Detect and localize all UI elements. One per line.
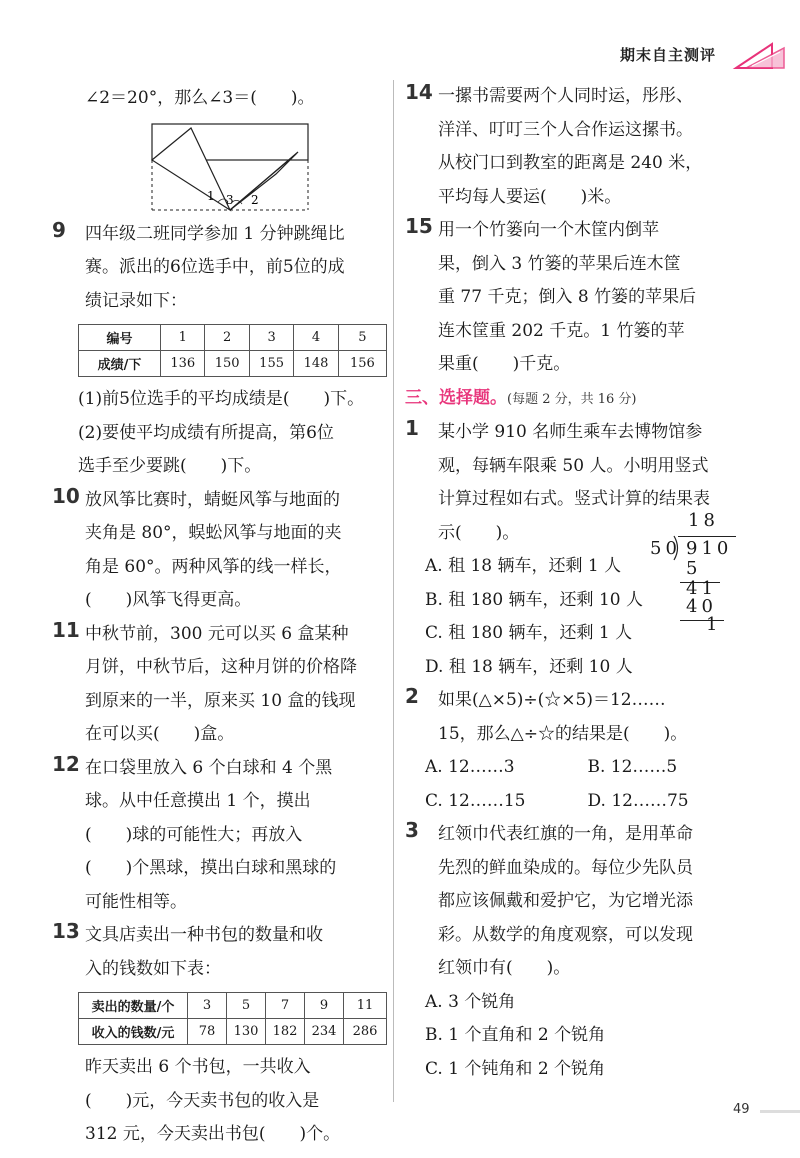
q9-line: 绩记录如下： — [85, 290, 187, 311]
question-15 — [405, 214, 750, 382]
table-cell: 收入的钱数/元 — [79, 1019, 188, 1045]
table-row — [79, 993, 387, 1019]
c2-option-row — [425, 751, 750, 785]
page-number: 49 — [733, 1102, 750, 1117]
q11-line: 到原来的一半，原来买 10 盒的钱现 — [85, 690, 356, 711]
c2-option: A. 12……3 — [425, 757, 515, 777]
q9-line: 赛。派出的6位选手中，前5位的成 — [85, 257, 345, 277]
c3-option: A. 3 个锐角 — [425, 991, 516, 1012]
question-11 — [52, 618, 387, 752]
q12-line: 可能性相等。 — [85, 891, 187, 912]
question-13 — [52, 919, 387, 986]
table-cell: 234 — [305, 1019, 344, 1045]
q13-line: 文具店卖出一种书包的数量和收 — [85, 925, 323, 945]
table-cell: 286 — [344, 1019, 387, 1045]
q9-sub: 选手至少要跳( )下。 — [78, 456, 262, 476]
q10-line: 放风筝比赛时，蜻蜓风筝与地面的 — [85, 489, 340, 510]
table-cell: 5 — [227, 993, 266, 1019]
table-row — [79, 1019, 387, 1045]
table-cell: 编号 — [79, 325, 161, 351]
left-column — [52, 80, 387, 1152]
question-number: 10 — [52, 483, 80, 508]
q13-after: ( )元，今天卖书包的收入是 — [85, 1090, 320, 1111]
q13-after: 312 元，今天卖出书包( )个。 — [85, 1124, 341, 1144]
q12-line: 球。从中任意摸出 1 个，摸出 — [85, 791, 311, 811]
q13-line: 入的钱数如下表： — [85, 958, 221, 979]
q15-line: 重 77 千克；倒入 8 竹篓的苹果后 — [438, 287, 697, 307]
angle-label-2: 2 — [251, 192, 259, 207]
question-number: 9 — [52, 217, 66, 242]
q11-line: 在可以买( )盒。 — [85, 724, 235, 744]
c2-option: C. 12……15 — [425, 790, 526, 811]
division-remainder: 1 — [706, 614, 722, 635]
question-number: 14 — [405, 80, 433, 104]
table-cell: 130 — [227, 1019, 266, 1045]
c1-line: 计算过程如右式。竖式计算的结果表 — [438, 489, 710, 509]
division-bar — [678, 536, 736, 537]
c1-line: 某小学 910 名师生乘车去博物馆参 — [438, 422, 703, 442]
question-12 — [52, 752, 387, 920]
question-number: 11 — [52, 617, 80, 642]
q14-line: 一摞书需要两个人同时运，彤彤、 — [438, 86, 693, 106]
table-cell: 155 — [249, 351, 293, 377]
table-cell: 11 — [344, 993, 387, 1019]
choice-question-2 — [405, 684, 750, 751]
question-number: 1 — [405, 416, 419, 440]
question-number: 15 — [405, 214, 433, 238]
column-divider — [393, 80, 394, 1102]
table-cell: 150 — [205, 351, 249, 377]
division-step: 5 — [686, 558, 702, 579]
table-cell: 3 — [188, 993, 227, 1019]
long-division-figure — [650, 510, 740, 635]
q11-line: 中秋节前，300 元可以买 6 盒某种 — [85, 623, 349, 644]
c1-line: 示( )。 — [438, 522, 520, 543]
q13-sales-table — [78, 992, 387, 1045]
q9-score-table — [78, 324, 387, 377]
table-cell: 182 — [266, 1019, 305, 1045]
q13-after: 昨天卖出 6 个书包，一共收入 — [85, 1057, 311, 1077]
q10-line: 夹角是 80°，蜈蚣风筝与地面的夹 — [85, 523, 342, 543]
question-number: 3 — [405, 818, 419, 842]
triangle-ruler-icon — [732, 40, 792, 70]
table-cell: 成绩/下 — [79, 351, 161, 377]
c2-line: 15，那么△÷☆的结果是( )。 — [438, 723, 688, 744]
page-footer-line — [760, 1110, 800, 1113]
table-cell: 卖出的数量/个 — [79, 993, 188, 1019]
c1-option: D. 租 18 辆车，还剩 10 人 — [425, 656, 633, 677]
division-step: 40 — [686, 596, 717, 617]
division-divisor: 50 — [650, 538, 681, 559]
table-cell: 2 — [205, 325, 249, 351]
c3-line: 都应该佩戴和爱护它，为它增光添 — [438, 891, 693, 911]
choice-question-3 — [405, 818, 750, 986]
c1-line: 观，每辆车限乘 50 人。小明用竖式 — [438, 455, 709, 476]
q10-line: 角是 60°。两种风筝的线一样长， — [85, 556, 342, 577]
q8-angle-figure — [100, 116, 400, 212]
q12-line: ( )个黑球，摸出白球和黑球的 — [85, 858, 337, 878]
header-title: 期末自主测评 — [620, 46, 717, 64]
c3-line: 红领巾代表红旗的一角，是用革命 — [438, 824, 693, 844]
table-cell: 9 — [305, 993, 344, 1019]
section-title: 三、选择题。 — [405, 387, 507, 408]
division-bracket — [672, 534, 682, 562]
table-cell: 1 — [161, 325, 205, 351]
q12-line: 在口袋里放入 6 个白球和 4 个黑 — [85, 757, 333, 778]
table-cell: 136 — [161, 351, 205, 377]
angle-label-3: 3 — [226, 192, 234, 207]
c2-option: B. 12……5 — [587, 757, 678, 777]
question-14 — [405, 80, 750, 214]
division-quotient: 18 — [688, 510, 719, 531]
table-cell: 7 — [266, 993, 305, 1019]
c3-option: C. 1 个钝角和 2 个锐角 — [425, 1058, 606, 1079]
table-cell: 5 — [338, 325, 386, 351]
c2-line: 如果(△×5)÷(☆×5)＝12…… — [438, 690, 666, 710]
q14-line: 平均每人要运( )米。 — [438, 186, 622, 207]
c1-option: A. 租 18 辆车，还剩 1 人 — [425, 556, 622, 576]
table-row — [79, 325, 387, 351]
c2-option-row — [425, 785, 750, 819]
q15-line: 用一个竹篓向一个木筐内倒苹 — [438, 220, 659, 240]
c1-option: B. 租 180 辆车，还剩 10 人 — [425, 589, 643, 610]
section-note: (每题 2 分，共 16 分) — [507, 391, 637, 407]
question-number: 13 — [52, 919, 80, 943]
table-cell: 3 — [249, 325, 293, 351]
table-cell: 78 — [188, 1019, 227, 1045]
division-dividend: 910 — [686, 538, 733, 559]
q9-sub: (2)要使平均成绩有所提高，第6位 — [78, 422, 334, 443]
question-9 — [52, 218, 387, 319]
c2-option: D. 12……75 — [587, 790, 689, 811]
c3-option: B. 1 个直角和 2 个锐角 — [425, 1025, 606, 1045]
c3-line: 先烈的鲜血染成的。每位少先队员 — [438, 857, 693, 878]
angle-label-1: 1 — [207, 188, 215, 203]
q15-line: 果重( )千克。 — [438, 354, 571, 374]
q15-line: 连木筐重 202 千克。1 竹篓的苹 — [438, 320, 685, 341]
q8-tail: ∠2＝20°，那么∠3＝( )。 — [85, 88, 315, 108]
c3-line: 彩。从数学的角度观察，可以发现 — [438, 924, 693, 945]
c3-line: 红领巾有( )。 — [438, 958, 571, 978]
q9-sub: (1)前5位选手的平均成绩是( )下。 — [78, 389, 365, 409]
table-cell: 148 — [294, 351, 338, 377]
page-header — [612, 40, 800, 70]
question-number: 12 — [52, 751, 80, 776]
table-cell: 4 — [294, 325, 338, 351]
q9-line: 四年级二班同学参加 1 分钟跳绳比 — [85, 223, 345, 244]
q11-line: 月饼，中秋节后，这种月饼的价格降 — [85, 657, 357, 677]
q12-line: ( )球的可能性大；再放入 — [85, 824, 303, 845]
question-number: 2 — [405, 684, 419, 708]
table-cell: 156 — [338, 351, 386, 377]
division-step: 41 — [686, 578, 717, 599]
q15-line: 果，倒入 3 竹篓的苹果后连木筐 — [438, 253, 681, 274]
c1-option: C. 租 180 辆车，还剩 1 人 — [425, 623, 633, 643]
section-heading — [405, 382, 750, 417]
q14-line: 从校门口到教室的距离是 240 米， — [438, 153, 703, 173]
q10-line: ( )风筝飞得更高。 — [85, 590, 252, 610]
question-10 — [52, 484, 387, 618]
table-row — [79, 351, 387, 377]
q14-line: 洋洋、叮叮三个人合作运这摞书。 — [438, 119, 693, 140]
